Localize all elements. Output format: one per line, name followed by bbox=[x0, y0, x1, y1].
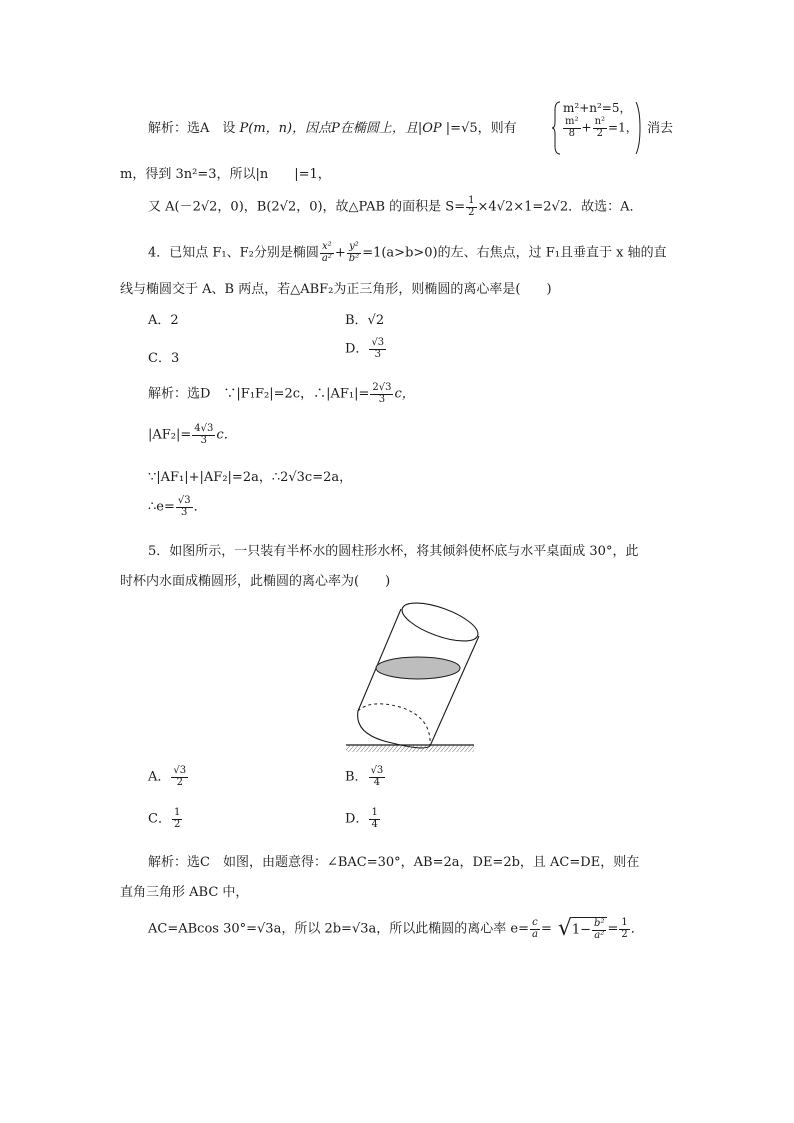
q5-option-d[interactable]: D． $\frac{1}{4}$ bbox=[345, 807, 378, 830]
q5-line1: 5．如图所示，一只装有半杯水的圆柱形水杯，将其倾斜使杯底与水平桌面成 30°，此 bbox=[148, 544, 639, 559]
q4-line2: 线与椭圆交于 A、B 两点，若△ABF₂为正三角形，则椭圆的离心率是( ) bbox=[120, 282, 552, 297]
q5-option-c[interactable]: C． $\frac{1}{2}$ bbox=[148, 807, 181, 830]
sol4-line3: ∵|AF₁|+|AF₂|=2a，∴2√3c=2a， bbox=[148, 470, 353, 485]
cup-right-side bbox=[430, 636, 479, 746]
cup-top-rim bbox=[398, 595, 480, 649]
q4-option-d[interactable]: D． $\frac{√3}{3}$ bbox=[345, 337, 385, 360]
q4-line1: 4．已知点 F₁、F₂分别是椭圆 $\frac{\text{x²}}{\text{a²}}$ + $\frac{\text{y²}}{\text{b²}}$ =1(a>b>0)的左、右焦点，过 F₁且垂直于 x 轴的直 bbox=[148, 241, 667, 264]
cup-bottom-front bbox=[358, 711, 430, 748]
sol5-line3: AC=ABcos 30°=√3a，所以 2b=√3a，所以此椭圆的离心率 e= $\frac{c}{a}$ = √1− $\frac{\text{b²}}{\text{a²}}$ = $\frac{1}{2}$ ． bbox=[148, 916, 644, 941]
q5-option-b[interactable]: B． $\frac{√3}{4}$ bbox=[345, 765, 384, 788]
sol5-line2: 直角三角形 ABC 中， bbox=[120, 885, 249, 900]
sol4-line2: |AF₂|= $\frac{4√3}{3}$ c． bbox=[148, 423, 237, 446]
sqrt-sign: √ bbox=[557, 916, 572, 941]
table-hatch bbox=[346, 745, 474, 752]
q5-option-a[interactable]: A． $\frac{√3}{2}$ bbox=[148, 765, 187, 788]
sol4-line4: ∴e= $\frac{√3}{3}$ ． bbox=[148, 495, 207, 518]
sol3-line1 bbox=[148, 122, 517, 135]
q4-option-c[interactable]: C．3 bbox=[148, 351, 180, 366]
sol3-brace-left bbox=[552, 100, 562, 156]
sol3-line1-end: 消去 bbox=[647, 121, 674, 136]
sol3-prefix: 解析：选A 设 bbox=[148, 121, 236, 136]
tilted-cup-figure bbox=[340, 595, 480, 765]
q5-line2: 时杯内水面成椭圆形，此椭圆的离心率为( ) bbox=[120, 574, 391, 589]
q4-option-a[interactable]: A．2 bbox=[148, 313, 179, 328]
sol5-line1: 解析：选C 如图，由题意得：∠BAC=30°，AB=2a，DE=2b，且 AC=DE，则在 bbox=[148, 855, 640, 870]
sol3-system-eq1: m²+n²=5， bbox=[563, 101, 632, 115]
sol3-brace-right bbox=[634, 100, 642, 156]
sol3-line3: 又 A(－2√2，0)，B(2√2，0)，故△PAB 的面积是 S= $\frac{1}{2}$ ×4√2×1=2√2．故选：A． bbox=[148, 195, 643, 218]
sol4-line1: 解析：选D ∵|F₁F₂|=2c，∴|AF₁|= $\frac{2√3}{3}$ c， bbox=[148, 382, 415, 405]
water-surface-ellipse bbox=[376, 657, 460, 679]
sol3-system-eq2: $\frac{\text{m²}}{8}$ + $\frac{\text{n²}}{2}$ =1， bbox=[565, 116, 638, 139]
q4-option-b[interactable]: B．√2 bbox=[345, 313, 385, 328]
sol3-text2: |=√5，则有 bbox=[445, 121, 517, 136]
cup-bottom-back bbox=[358, 704, 430, 746]
sol3-line2: m，得到 3n²=3，所以|n |=1， bbox=[120, 167, 331, 182]
sol3-text: P(m，n)，因点P在椭圆上，且|OP bbox=[239, 121, 442, 136]
